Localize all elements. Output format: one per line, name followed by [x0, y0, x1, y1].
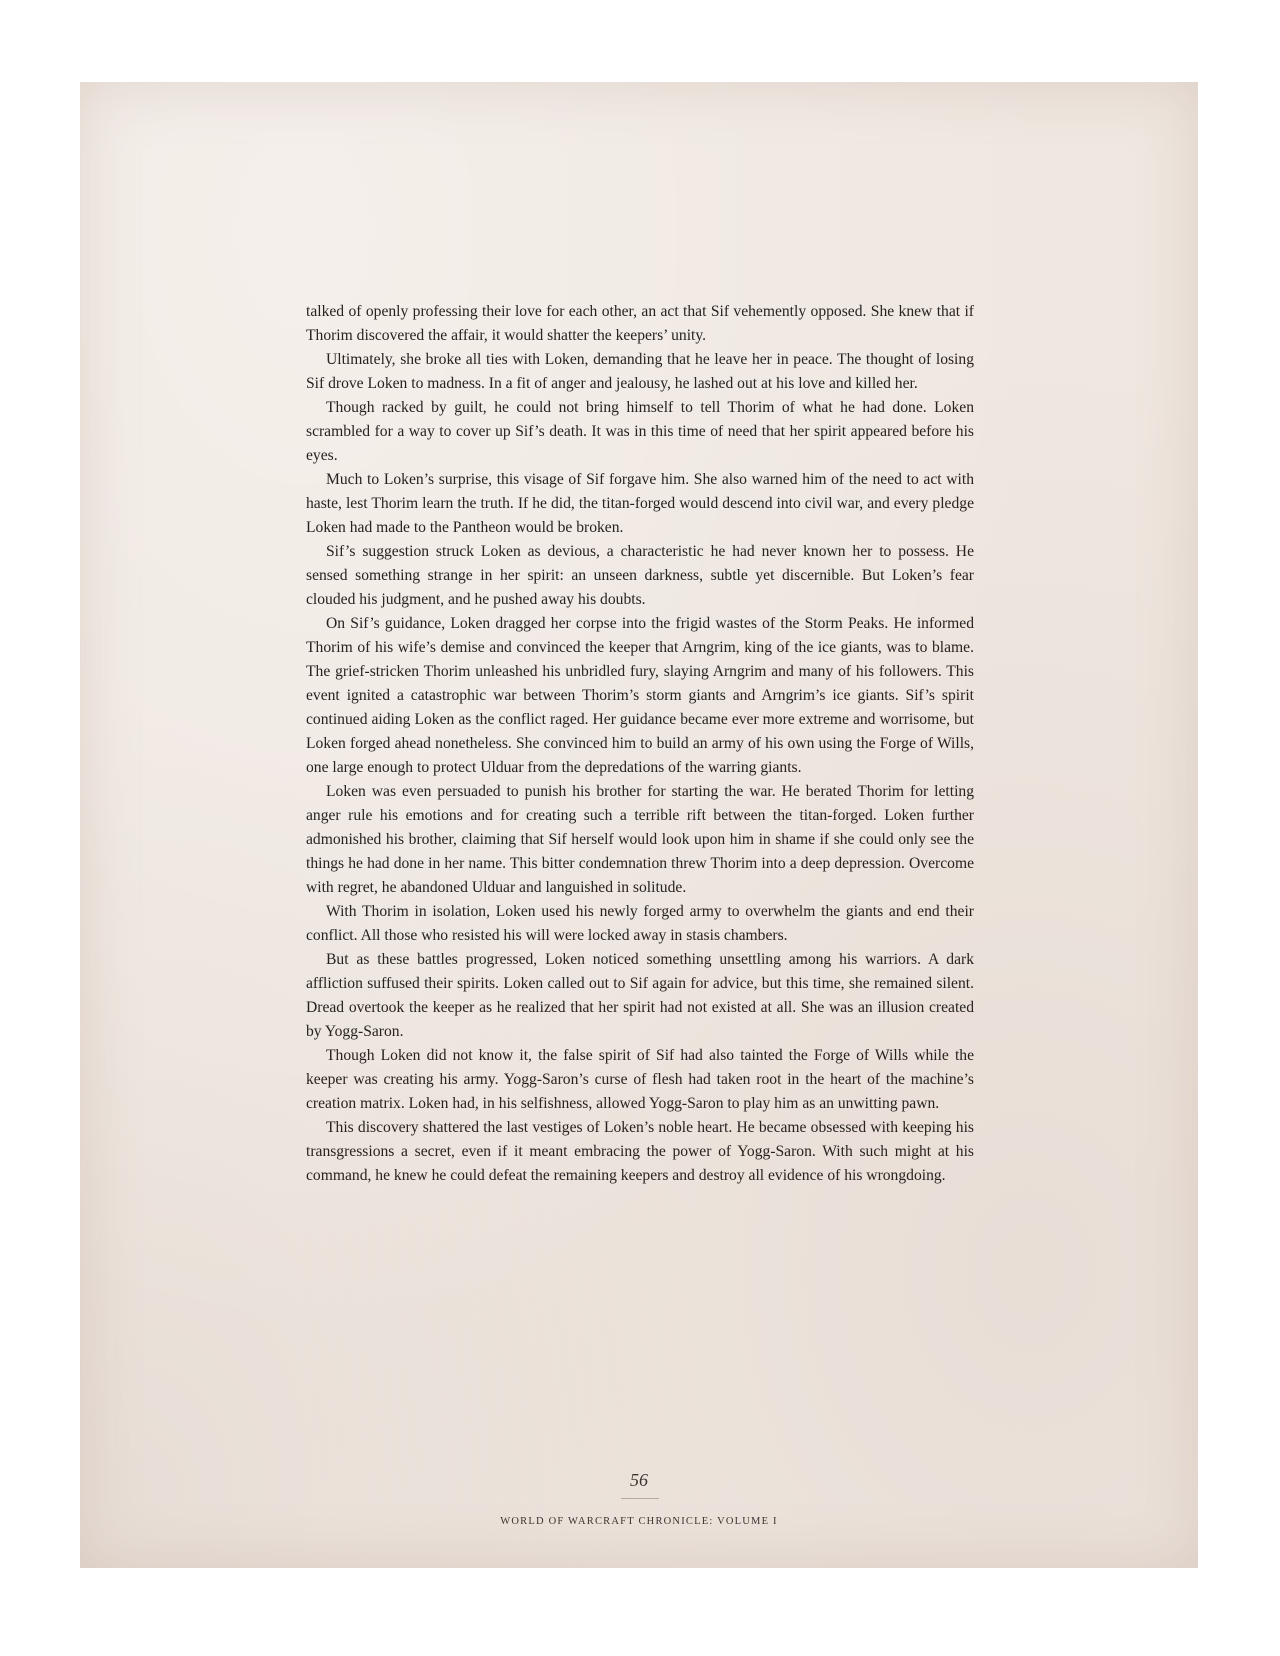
- paragraph: Loken was even persuaded to punish his brother for starting the war. He berated Thorim for letting anger rule his emotions and for creating such a terrible rift between the titan-forged. Loken further admonished his brother, claiming that Sif herself would look upon him in shame if she could only see the things he had done in her name. This bitter condemnation threw Thorim into a deep depression. Overcome with regret, he abandoned Ulduar and languished in solitude.: [306, 783, 974, 896]
- page-number: 56: [630, 1470, 648, 1490]
- paragraph: Sif’s suggestion struck Loken as devious, a characteristic he had never known her to possess. He sensed something strange in her spirit: an unseen darkness, subtle yet discernible. But Loken’s fear clouded his judgment, and he pushed away his doubts.: [306, 543, 974, 608]
- running-footer-title: WORLD OF WARCRAFT CHRONICLE: VOLUME I: [500, 1516, 778, 1527]
- book-page: [80, 82, 1198, 1568]
- paragraph: Though racked by guilt, he could not bring himself to tell Thorim of what he had done. Loken scrambled for a way to cover up Sif’s death. It was in this time of need that her spirit appeared before his eyes.: [306, 399, 974, 464]
- paragraph: But as these battles progressed, Loken noticed something unsettling among his warriors. A dark affliction suffused their spirits. Loken called out to Sif again for advice, but this time, she remained silent. Dread overtook the keeper as he realized that her spirit had not existed at all. She was an illusion created by Yogg-Saron.: [306, 951, 974, 1040]
- paragraph: Though Loken did not know it, the false spirit of Sif had also tainted the Forge of Wills while the keeper was creating his army. Yogg-Saron’s curse of flesh had taken root in the heart of the machine’s creation matrix. Loken had, in his selfishness, allowed Yogg-Saron to play him as an unwitting pawn.: [306, 1047, 974, 1112]
- paragraph: Ultimately, she broke all ties with Loken, demanding that he leave her in peace. The thought of losing Sif drove Loken to madness. In a fit of anger and jealousy, he lashed out at his love and killed her.: [306, 351, 974, 392]
- paragraph: talked of openly professing their love for each other, an act that Sif vehemently opposed. She knew that if Thorim discovered the affair, it would shatter the keepers’ unity.: [306, 303, 974, 344]
- paragraph: On Sif’s guidance, Loken dragged her corpse into the frigid wastes of the Storm Peaks. He informed Thorim of his wife’s demise and convinced the keeper that Arngrim, king of the ice giants, was to blame. The grief-stricken Thorim unleashed his unbridled fury, slaying Arngrim and many of his followers. This event ignited a catastrophic war between Thorim’s storm giants and Arngrim’s ice giants. Sif’s spirit continued aiding Loken as the conflict raged. Her guidance became ever more extreme and worrisome, but Loken forged ahead nonetheless. She convinced him to build an army of his own using the Forge of Wills, one large enough to protect Ulduar from the depredations of the warring giants.: [306, 615, 974, 776]
- paragraph: With Thorim in isolation, Loken used his newly forged army to overwhelm the giants and end their conflict. All those who resisted his will were locked away in stasis chambers.: [306, 903, 974, 944]
- paragraph: This discovery shattered the last vestiges of Loken’s noble heart. He became obsessed with keeping his transgressions a secret, even if it meant embracing the power of Yogg-Saron. With such might at his command, he knew he could defeat the remaining keepers and destroy all evidence of his wrongdoing.: [306, 1119, 974, 1184]
- paragraph: Much to Loken’s surprise, this visage of Sif forgave him. She also warned him of the need to act with haste, lest Thorim learn the truth. If he did, the titan-forged would descend into civil war, and every pledge Loken had made to the Pantheon would be broken.: [306, 471, 974, 536]
- footer-divider: [621, 1498, 659, 1499]
- body-text: [306, 300, 974, 1188]
